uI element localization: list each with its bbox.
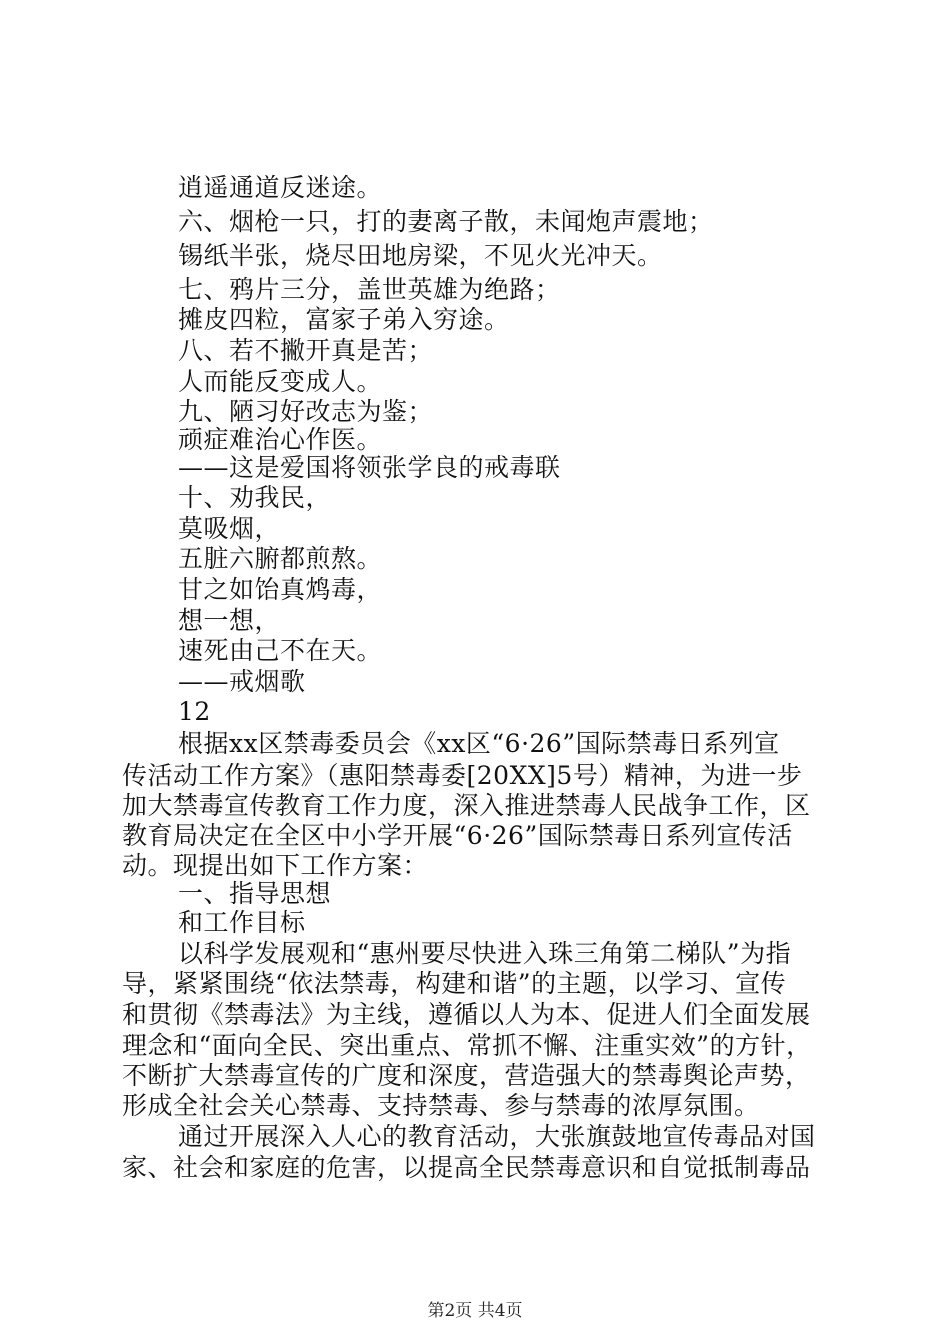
text-line: 通过开展深入人心的教育活动，大张旗鼓地宣传毒品对国 — [178, 1122, 816, 1151]
text-line: 12 — [178, 697, 211, 726]
text-line: 顽症难治心作医。 — [178, 425, 383, 454]
text-line: 逍遥通道反迷途。 — [178, 173, 383, 202]
text-line: 和贯彻《禁毒法》为主线，遵循以人为本、促进人们全面发展 — [122, 1000, 811, 1029]
text-line: 教育局决定在全区中小学开展“6·26”国际禁毒日系列宣传活 — [122, 821, 793, 850]
text-line: 人而能反变成人。 — [178, 367, 383, 396]
text-line: 七、鸦片三分，盖世英雄为绝路； — [178, 275, 561, 304]
text-line: 形成全社会关心禁毒、支持禁毒、参与禁毒的浓厚氛围。 — [122, 1091, 760, 1120]
page-footer: 第2页 共4页 — [427, 1301, 523, 1321]
text-line: 和工作目标 — [178, 908, 306, 937]
text-line: 摊皮四粒，富家子弟入穷途。 — [178, 305, 510, 334]
text-line: 想一想， — [178, 606, 281, 635]
text-line: 家、社会和家庭的危害，以提高全民禁毒意识和自觉抵制毒品 — [122, 1153, 811, 1182]
text-line: 十、劝我民， — [178, 483, 332, 512]
text-line: 五脏六腑都煎熬。 — [178, 544, 383, 573]
text-line: 甘之如饴真鸩毒， — [178, 575, 383, 604]
text-line: ——戒烟歌 — [178, 667, 306, 696]
text-line: 九、陋习好改志为鉴； — [178, 397, 434, 426]
text-line: 莫吸烟， — [178, 514, 281, 543]
text-line: 理念和“面向全民、突出重点、常抓不懈、注重实效”的方针， — [122, 1031, 812, 1060]
text-line: 速死由己不在天。 — [178, 636, 383, 665]
text-line: 锡纸半张，烧尽田地房梁，不见火光冲天。 — [178, 241, 663, 270]
text-line: 根据xx区禁毒委员会《xx区“6·26”国际禁毒日系列宣 — [178, 729, 780, 758]
text-line: ——这是爱国将领张学良的戒毒联 — [178, 453, 561, 482]
text-line: 导，紧紧围绕“依法禁毒，构建和谐”的主题，以学习、宣传 — [122, 969, 787, 998]
text-line: 以科学发展观和“惠州要尽快进入珠三角第二梯队”为指 — [178, 939, 792, 968]
text-line: 不断扩大禁毒宣传的广度和深度，营造强大的禁毒舆论声势， — [122, 1061, 811, 1090]
text-line: 八、若不撇开真是苦； — [178, 336, 434, 365]
text-line: 传活动工作方案》（惠阳禁毒委[20XX]5号）精神，为进一步 — [122, 761, 803, 790]
text-line: 加大禁毒宣传教育工作力度，深入推进禁毒人民战争工作，区 — [122, 791, 811, 820]
text-line: 六、烟枪一只，打的妻离子散，未闻炮声震地； — [178, 207, 714, 236]
text-line: 动。现提出如下工作方案： — [122, 851, 429, 880]
text-line: 一、指导思想 — [178, 879, 332, 908]
